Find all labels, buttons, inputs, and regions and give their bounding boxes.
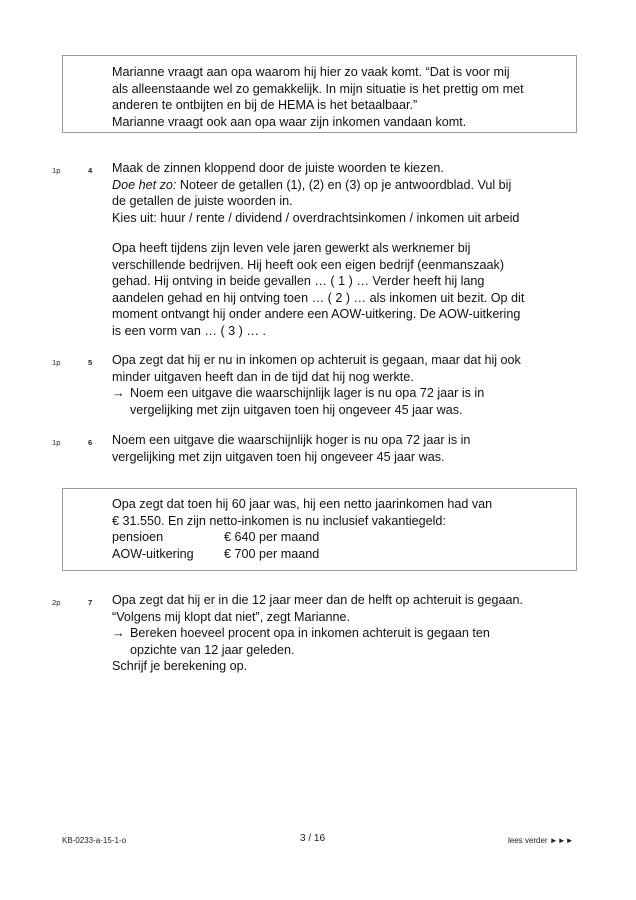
q5-line2: minder uitgaven heeft dan in de tijd dat hij nog werkte. [112, 369, 414, 384]
arrow-right-icon: → [112, 626, 125, 641]
q6-line1: Noem een uitgave die waarschijnlijk hoger is nu opa 72 jaar is in [112, 433, 471, 447]
q4-paragraph [112, 240, 524, 340]
q4-instruction [112, 177, 519, 194]
intro-text [112, 64, 524, 130]
q5-number: 5 [88, 358, 93, 367]
q7-text [112, 592, 523, 675]
q4-score: 1p [52, 166, 61, 175]
q4-instruction-rest: Noteer de getallen (1), (2) en (3) op je antwoordblad. Vul bij [176, 177, 512, 192]
q5-score: 1p [52, 358, 61, 367]
q6-text [112, 432, 470, 465]
q5-line4: vergelijking met zijn uitgaven toen hij ongeveer 45 jaar was. [130, 402, 463, 417]
q4-para-line: moment ontvangt hij onder andere een AOW-uitkering. De AOW-uitkering [112, 307, 521, 322]
intro-line: anderen te ontbijten en bij de HEMA is het betaalbaar.” [112, 98, 418, 113]
q6-line2: vergelijking met zijn uitgaven toen hij ongeveer 45 jaar was. [112, 449, 445, 464]
income-row-label: pensioen [112, 530, 164, 545]
q4-number: 4 [88, 166, 93, 175]
q4-line3: de getallen de juiste woorden in. [112, 194, 293, 209]
q7-line2: “Volgens mij klopt dat niet”, zegt Marianne. [112, 609, 351, 624]
q7-line4: opzichte van 12 jaar geleden. [130, 642, 295, 657]
page-number: 3 / 16 [300, 833, 326, 844]
q7-task [112, 625, 523, 642]
q4-para-line: is een vorm van … ( 3 ) … . [112, 323, 266, 338]
q4-line1: Maak de zinnen kloppend door de juiste woorden te kiezen. [112, 161, 444, 175]
income-row-value: € 640 per maand [224, 530, 320, 545]
intro-line: als alleenstaande wel zo gemakkelijk. In mijn situatie is het prettig om met [112, 81, 524, 96]
income-row-label: AOW-uitkering [112, 546, 194, 561]
q4-para-line: aandelen gehad en hij ontving toen … ( 2 ) … als inkomen uit bezit. Op dit [112, 290, 525, 305]
q7-number: 7 [88, 598, 93, 607]
income-text [112, 496, 492, 562]
q4-para-line: Opa heeft tijdens zijn leven vele jaren gewerkt als werknemer bij [112, 241, 471, 255]
arrow-right-icon: → [112, 386, 125, 401]
q7-line1: Opa zegt dat hij er in die 12 jaar meer dan de helft op achteruit is gegaan. [112, 593, 523, 607]
q5-text [112, 352, 521, 418]
q7-score: 2p [52, 598, 61, 607]
footer-code: KB-0233-a-15-1-o [62, 836, 127, 845]
q5-line1: Opa zegt dat hij er nu in inkomen op achteruit is gegaan, maar dat hij ook [112, 353, 521, 367]
intro-line: Marianne vraagt ook aan opa waar zijn inkomen vandaan komt. [112, 114, 467, 129]
q5-task [112, 385, 521, 402]
q7-line3: Bereken hoeveel procent opa in inkomen achteruit is gegaan ten [130, 626, 490, 641]
income-line1: Opa zegt dat toen hij 60 jaar was, hij een netto jaarinkomen had van [112, 497, 493, 511]
q4-options: Kies uit: huur / rente / dividend / overdrachtsinkomen / inkomen uit arbeid [112, 210, 520, 225]
intro-line: Marianne vraagt aan opa waarom hij hier zo vaak komt. “Dat is voor mij [112, 65, 510, 79]
q5-line3: Noem een uitgave die waarschijnlijk lager is nu opa 72 jaar is in [130, 386, 485, 401]
next-page-link[interactable]: lees verder ►►► [508, 836, 574, 845]
q7-line5: Schrijf je berekening op. [112, 659, 248, 674]
income-row-aow [112, 546, 492, 563]
income-line2: € 31.550. En zijn netto-inkomen is nu inclusief vakantiegeld: [112, 513, 446, 528]
q4-para-line: gehad. Hij ontving in beide gevallen … ( 1 ) … Verder heeft hij lang [112, 274, 485, 289]
q6-score: 1p [52, 438, 61, 447]
q4-text [112, 160, 519, 226]
income-row-pensioen [112, 529, 492, 546]
q4-instruction-label: Doe het zo: [112, 177, 177, 192]
q6-number: 6 [88, 438, 93, 447]
q4-para-line: verschillende bedrijven. Hij heeft ook een eigen bedrijf (eenmanszaak) [112, 257, 505, 272]
income-row-value: € 700 per maand [224, 546, 320, 561]
